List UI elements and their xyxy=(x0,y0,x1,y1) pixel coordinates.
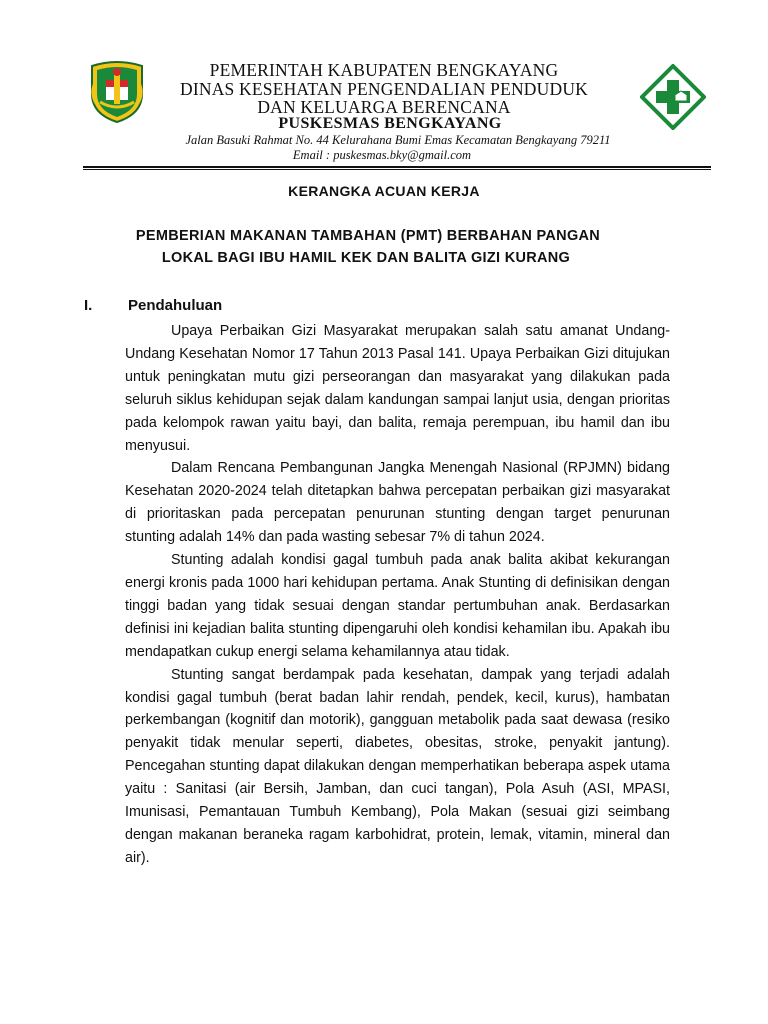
section-title: Pendahuluan xyxy=(128,297,223,314)
paragraph: Stunting adalah kondisi gagal tumbuh pada anak balita akibat kekurangan energi kronis pada 1000 hari kehidupan pertama. Anak Stunting di definisikan dengan tinggi badan yang tidak sesuai dengan standar pertumbuhan anak. Berdasarkan definisi ini kejadian balita stunting dipengaruhi oleh kondisi kehamilan ibu. Apakah ibu mendapatkan cukup energi selama kehamilannya atau tidak. xyxy=(125,552,670,660)
letterhead xyxy=(0,0,768,170)
letterhead-rule-thick xyxy=(83,166,711,168)
paragraph: Dalam Rencana Pembangunan Jangka Menengah Nasional (RPJMN) bidang Kesehatan 2020-2024 telah ditetapkan bahwa percepatan perbaikan gizi masyarakat di prioritaskan pada percepatan penurunan stunting dengan target penurunan stunting adalah 14% dan pada wasting sebesar 7% di tahun 2024. xyxy=(125,460,670,546)
letterhead-email: Email : puskesmas.bky@gmail.com xyxy=(292,148,472,162)
paragraph: Stunting sangat berdampak pada kesehatan, dampak yang terjadi adalah kondisi gagal tumbuh (berat badan lahir rendah, pendek, kecil, kurus), hambatan perkembangan (kognitif dan motorik), gangguan metabolik pada saat dewasa (resiko penyakit tidak menular seperti, diabetes, obesitas, stroke, penyakit jantung). Pencegahan stunting dapat dilakukan dengan memperhatikan beberapa aspek utama yaitu : Sanitasi (air Bersih, Jamban, dan cuci tangan), Pola Asuh (ASI, MPASI, Imunisasi, Pemantauan Tumbuh Kembang), Pola Makan (sesuai gizi seimbang dengan makanan beraneka ragam karbohidrat, protein, lemak, vitamin, mineral dan air). xyxy=(125,666,670,866)
section-number: I. xyxy=(84,297,93,314)
section-body xyxy=(125,320,670,870)
letterhead-rule-thin xyxy=(83,169,711,170)
letterhead-line-department: DINAS KESEHATAN PENGENDALIAN PENDUDUK xyxy=(180,79,588,99)
letterhead-line-government: PEMERINTAH KABUPATEN BENGKAYANG xyxy=(209,60,559,80)
letterhead-line-puskesmas: PUSKESMAS BENGKAYANG xyxy=(278,115,502,132)
document-title-line-1: PEMBERIAN MAKANAN TAMBAHAN (PMT) BERBAHAN PANGAN xyxy=(135,228,601,244)
puskesmas-green-cross-icon xyxy=(640,64,706,130)
paragraph: Upaya Perbaikan Gizi Masyarakat merupakan salah satu amanat Undang-Undang Kesehatan Nomor 17 Tahun 2013 Pasal 141. Upaya Perbaikan Gizi ditujukan untuk peningkatan mutu gizi perseorangan dan masyarakat yang dilakukan pada seluruh siklus kehidupan sejak dalam kandungan sampai lanjut usia, dengan prioritas pada kelompok rawan yaitu bayi, dan balita, remaja perempuan, ibu hamil dan ibu menyusui. xyxy=(125,323,670,454)
letterhead-address: Jalan Basuki Rahmat No. 44 Kelurahana Bumi Emas Kecamatan Bengkayang 79211 xyxy=(185,133,611,147)
document-type: KERANGKA ACUAN KERJA xyxy=(288,183,480,199)
document-title-line-2: LOKAL BAGI IBU HAMIL KEK DAN BALITA GIZI KURANG xyxy=(161,250,571,266)
letterhead-line-department-2: DAN KELUARGA BERENCANA xyxy=(257,97,511,117)
